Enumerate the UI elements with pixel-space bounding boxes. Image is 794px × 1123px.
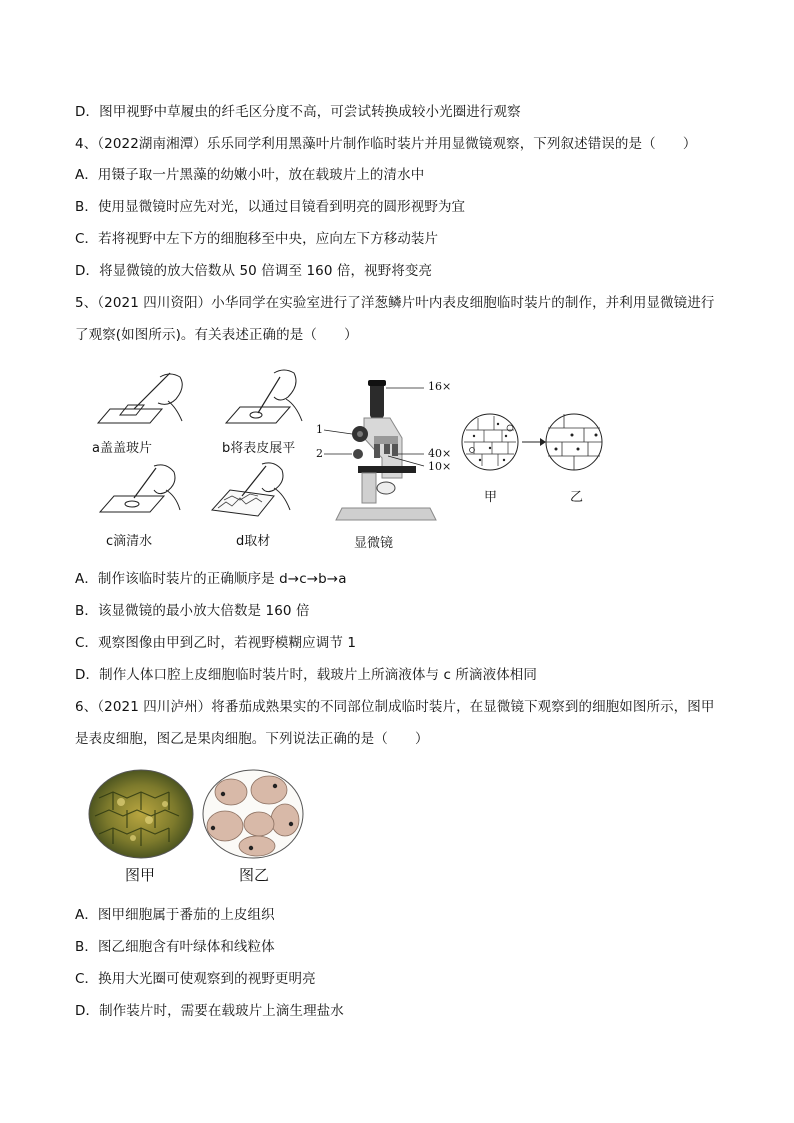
q4-option-b: B．使用显微镜时应先对光，以通过目镜看到明亮的圆形视野为宜 xyxy=(75,199,466,215)
q5-stem-line2: 了观察(如图所示)。有关表述正确的是（ ） xyxy=(75,327,358,343)
q6-option-b: B．图乙细胞含有叶绿体和线粒体 xyxy=(75,939,275,955)
objective-high-label: 40× xyxy=(428,447,452,460)
q6-stem-line2: 是表皮细胞，图乙是果肉细胞。下列说法正确的是（ ） xyxy=(75,731,429,747)
step-c-illustration xyxy=(94,460,194,530)
q6-stem-line1: 6、（2021 四川泸州）将番茄成熟果实的不同部位制成临时装片，在显微镜下观察到的细胞如图所示，图甲 xyxy=(75,699,715,715)
q5-option-c: C．观察图像由甲到乙时，若视野模糊应调节 1 xyxy=(75,635,357,651)
view-a-label: 甲 xyxy=(484,490,498,505)
part-2-label: 2 xyxy=(316,447,323,460)
q5-option-a: A．制作该临时装片的正确顺序是 d→c→b→a xyxy=(75,571,347,587)
q4-option-a: A．用镊子取一片黑藻的幼嫩小叶，放在载玻片上的清水中 xyxy=(75,167,425,183)
step-b-illustration xyxy=(218,365,318,435)
step-a-label: a盖盖玻片 xyxy=(92,441,152,456)
microscope-caption: 显微镜 xyxy=(354,536,394,551)
q4-option-d: D．将显微镜的放大倍数从 50 倍调至 160 倍，视野将变亮 xyxy=(75,263,433,279)
step-c-label: c滴清水 xyxy=(106,534,153,549)
objective-low-label: 10× xyxy=(428,460,452,473)
views-illustration xyxy=(460,408,610,478)
tomato-cells-figure xyxy=(85,768,315,888)
tomato-cells-illustration xyxy=(85,768,315,860)
step-d-label: d取材 xyxy=(236,534,271,549)
microscope-figure xyxy=(312,378,462,550)
microscope-views-figure xyxy=(460,408,610,508)
q5-stem-line1: 5、（2021 四川资阳）小华同学在实验室进行了洋葱鳞片叶内表皮细胞临时装片的制作，并利用显微镜进行 xyxy=(75,295,715,311)
q3-option-d: D．图甲视野中草履虫的纤毛区分度不高，可尝试转换成较小光圈进行观察 xyxy=(75,104,521,120)
q4-stem: 4、（2022湖南湘潭）乐乐同学利用黑藻叶片制作临时装片并用显微镜观察，下列叙述错误的是（ ） xyxy=(75,136,697,152)
q6-option-d: D．制作装片时，需要在载玻片上滴生理盐水 xyxy=(75,1003,344,1019)
q5-option-b: B．该显微镜的最小放大倍数是 160 倍 xyxy=(75,603,310,619)
step-a-illustration xyxy=(90,365,190,435)
q6-option-a: A．图甲细胞属于番茄的上皮组织 xyxy=(75,907,275,923)
step-d-illustration xyxy=(208,460,308,530)
part-1-label: 1 xyxy=(316,423,323,436)
q5-option-d: D．制作人体口腔上皮细胞临时装片时，载玻片上所滴液体与 c 所滴液体相同 xyxy=(75,667,537,683)
q6-option-c: C．换用大光圈可使观察到的视野更明亮 xyxy=(75,971,316,987)
view-b-label: 乙 xyxy=(570,490,584,505)
tomato-figure-a-label: 图甲 xyxy=(125,866,156,884)
step-b-label: b将表皮展平 xyxy=(222,441,296,456)
q4-option-c: C．若将视野中左下方的细胞移至中央，应向左下方移动装片 xyxy=(75,231,439,247)
q5-steps-figure xyxy=(90,365,320,550)
tomato-figure-b-label: 图乙 xyxy=(239,866,270,884)
eyepiece-label: 16× xyxy=(428,380,452,393)
